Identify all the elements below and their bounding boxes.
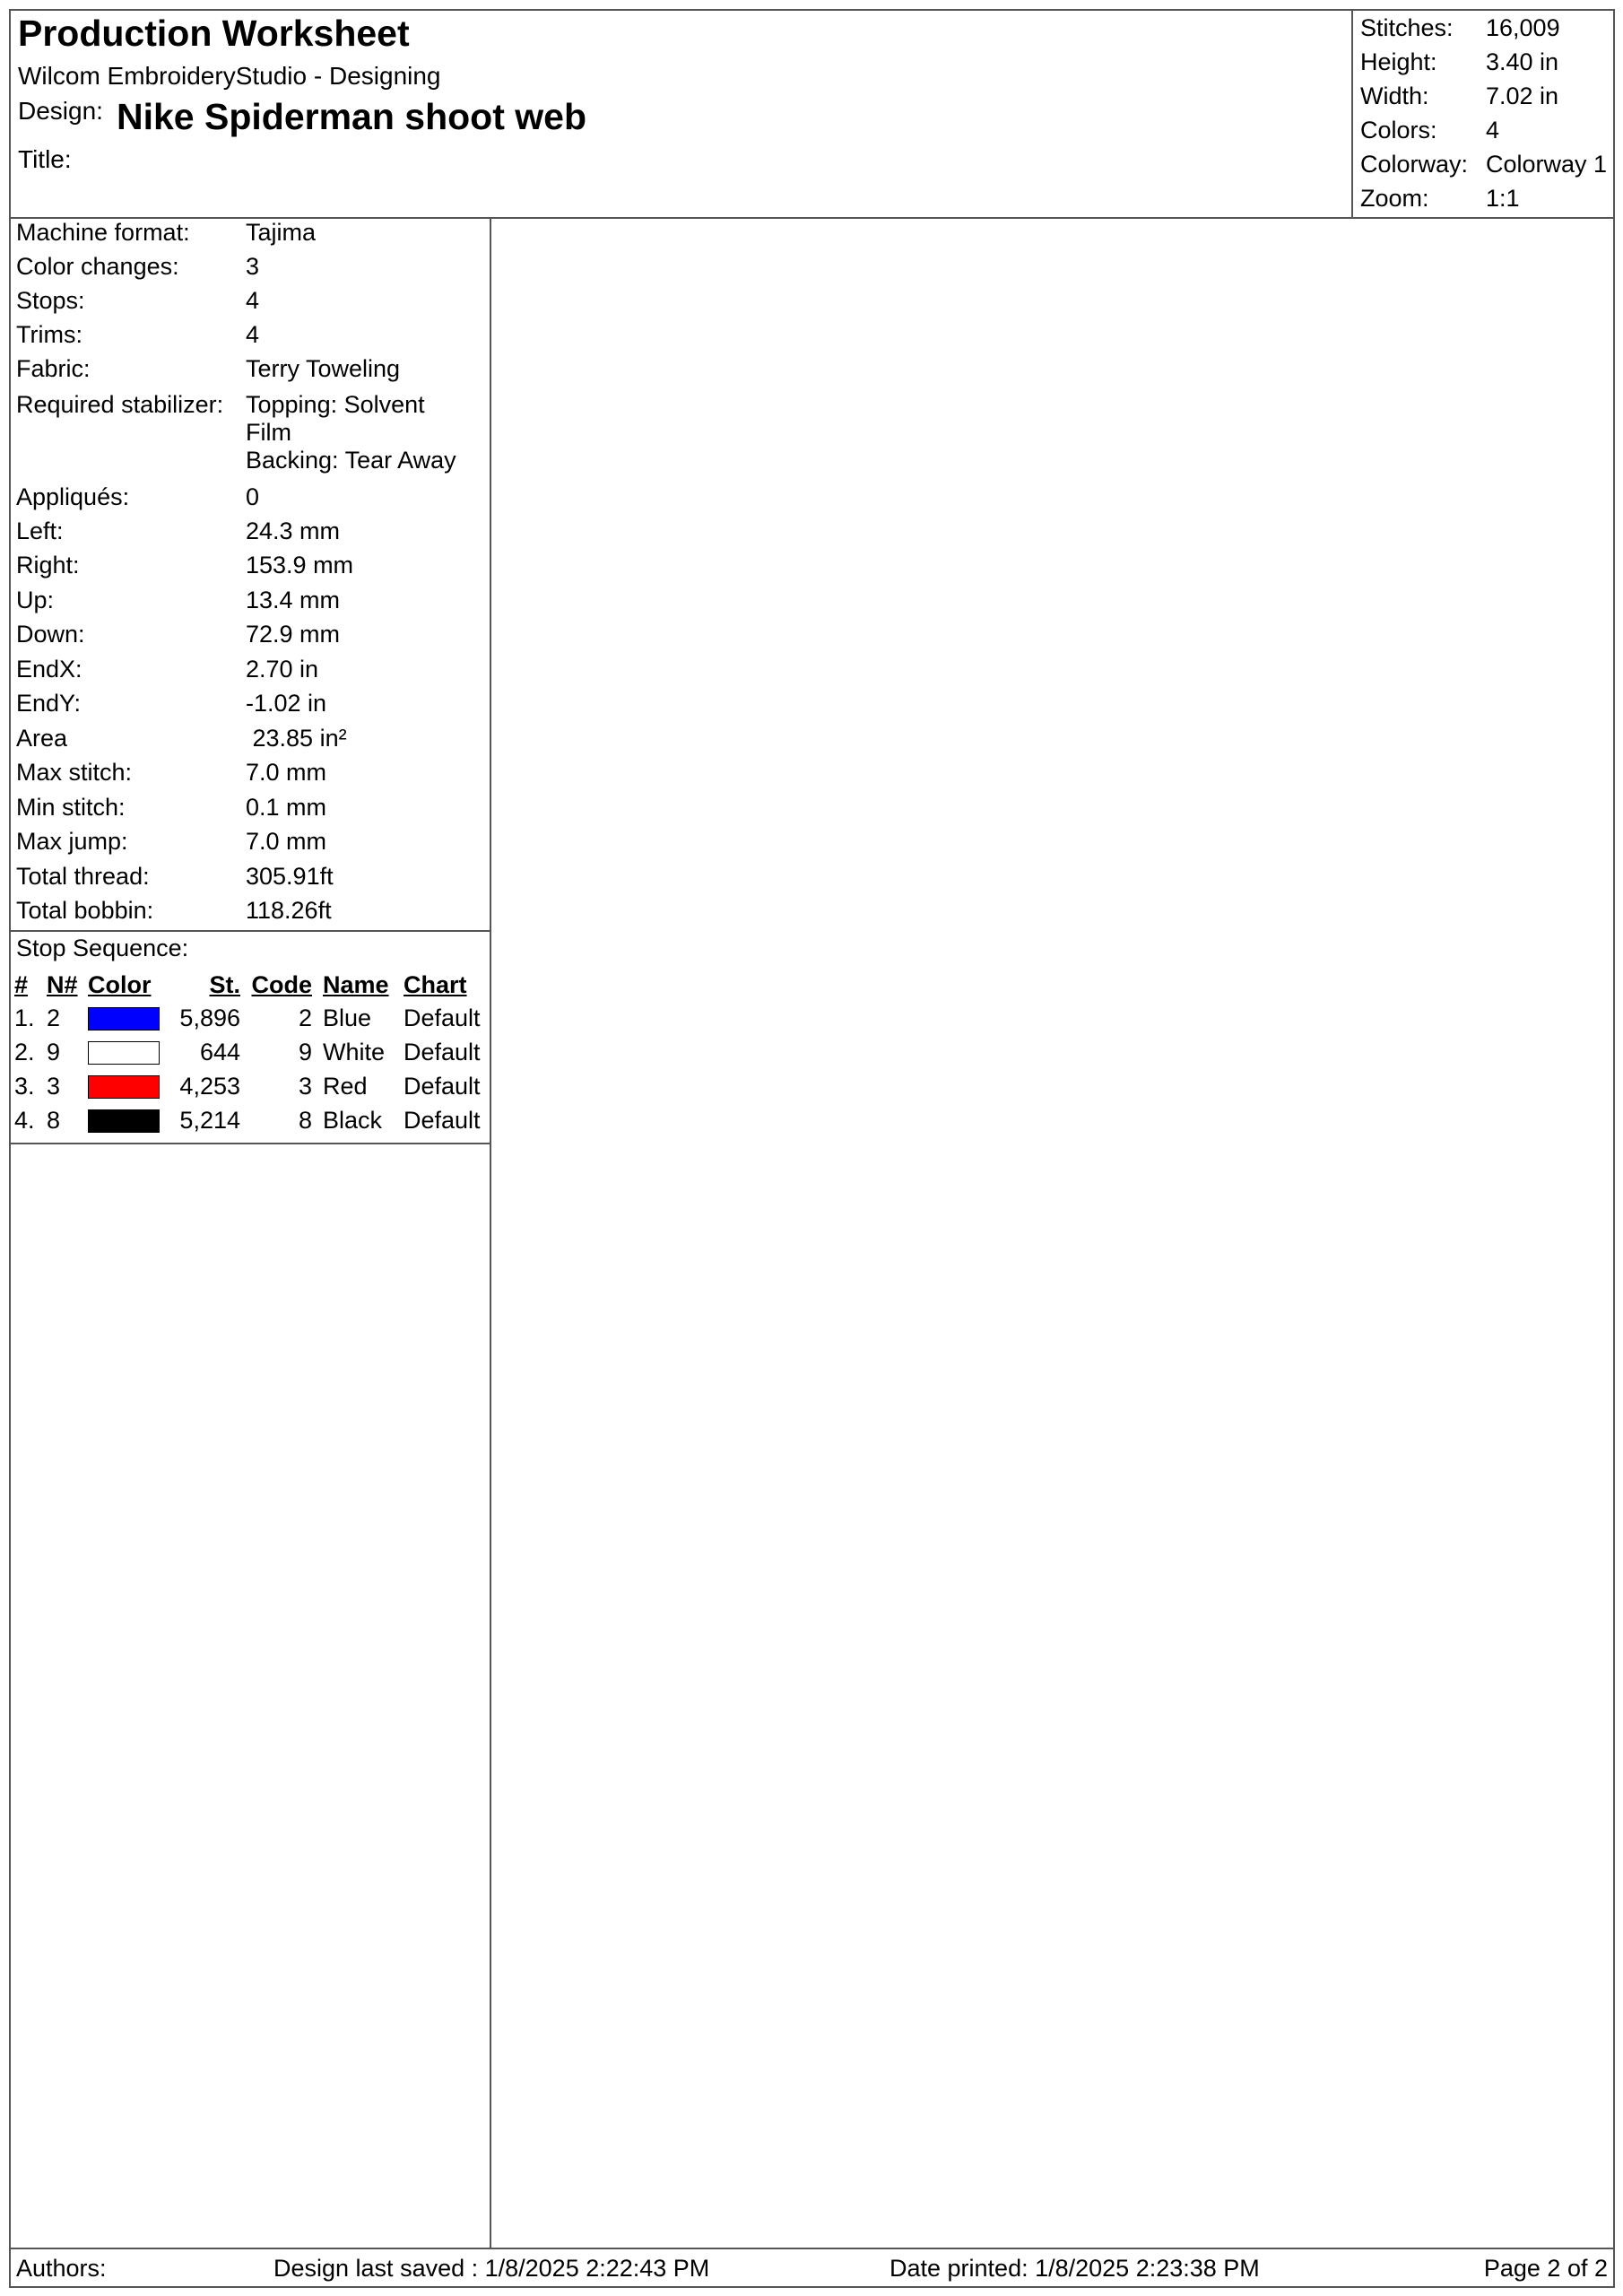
col-header-num: # [14,970,29,998]
prop-label: Min stitch: [16,794,126,821]
color-swatch [88,1109,160,1133]
stitch-count: 644 [199,1038,240,1065]
color-swatch [88,1041,160,1065]
needle-number: 8 [47,1106,61,1134]
col-header-code: Code [251,970,312,998]
stitch-count: 5,896 [179,1004,240,1031]
prop-label: Right: [16,552,80,578]
color-name: White [323,1038,386,1065]
prop-value: 7.0 mm [246,828,327,855]
row-number: 4. [14,1106,35,1134]
col-header-stitches: St. [209,970,240,998]
row-number: 1. [14,1004,35,1031]
row-number: 3. [14,1072,35,1100]
color-swatch-cell [88,1069,170,1103]
worksheet-header [11,11,1613,219]
stat-value: 7.02 in [1486,83,1559,109]
prop-value: Film [246,419,291,446]
needle-number: 9 [47,1038,61,1065]
stat-value: 3.40 in [1486,48,1559,75]
stop-sequence-table [14,969,484,1137]
col-header-chart: Chart [404,970,467,998]
color-swatch-cell [88,1035,170,1069]
design-label: Design: [18,97,103,125]
worksheet-page [9,9,1615,2288]
table-row [14,1001,484,1035]
color-chart: Default [404,1072,481,1100]
prop-label: Max jump: [16,828,128,855]
stop-sequence-label: Stop Sequence: [16,935,189,961]
color-chart: Default [404,1106,481,1134]
prop-value: 305.91ft [246,863,334,890]
row-number: 2. [14,1038,35,1065]
prop-value: 4 [246,287,260,314]
col-header-name: Name [323,970,389,998]
prop-value: Terry Toweling [246,355,401,382]
prop-value: 0 [246,483,260,510]
prop-value: 13.4 mm [246,587,341,613]
design-last-saved: Design last saved : 1/8/2025 2:22:43 PM [273,2255,710,2282]
prop-value: -1.02 in [246,690,327,717]
stat-label: Stitches: [1360,14,1454,41]
color-code: 9 [298,1038,312,1065]
date-printed: Date printed: 1/8/2025 2:23:38 PM [890,2255,1260,2282]
prop-value: 0.1 mm [246,794,327,821]
prop-value: Tajima [246,219,317,246]
table-row [14,1103,484,1137]
needle-number: 2 [47,1004,61,1031]
color-code: 3 [298,1072,312,1100]
color-name: Black [323,1106,383,1134]
prop-label: Up: [16,587,55,613]
stat-label: Width: [1360,83,1429,109]
properties-column [11,217,491,2248]
prop-label: Machine format: [16,219,190,246]
prop-label: EndX: [16,656,82,683]
title-label: Title: [18,145,72,173]
prop-label: Stops: [16,287,85,314]
stitch-count: 5,214 [179,1106,240,1134]
stat-label: Colorway: [1360,151,1469,178]
prop-label: Trims: [16,321,82,348]
page-number: Page 2 of 2 [1483,2255,1608,2282]
prop-value: 23.85 in² [246,725,347,752]
prop-value: Topping: Solvent [246,391,425,418]
prop-label: Max stitch: [16,759,133,786]
prop-value: 118.26ft [246,897,332,924]
prop-value: 24.3 mm [246,517,341,544]
color-swatch-cell [88,1001,170,1035]
page-title: Production Worksheet [18,13,410,54]
col-header-color: Color [88,970,152,998]
section-divider [11,930,490,932]
prop-label: Fabric: [16,355,91,382]
color-swatch [88,1007,160,1031]
color-code: 2 [298,1004,312,1031]
prop-label: Down: [16,621,85,648]
stat-value: 16,009 [1486,14,1560,41]
prop-value: 3 [246,253,260,280]
color-swatch [88,1075,160,1099]
prop-label: Appliqués: [16,483,130,510]
prop-label: Required stabilizer: [16,391,224,418]
prop-value: 7.0 mm [246,759,327,786]
prop-label: Area [16,725,68,752]
prop-value: 153.9 mm [246,552,354,578]
color-code: 8 [298,1106,312,1134]
color-name: Blue [323,1004,372,1031]
stat-label: Zoom: [1360,185,1429,212]
col-header-needle: N# [47,970,78,998]
design-name: Nike Spiderman shoot web [117,96,586,137]
prop-label: EndY: [16,690,82,717]
stat-label: Colors: [1360,117,1437,144]
software-name: Wilcom EmbroideryStudio - Designing [18,62,441,90]
color-swatch-cell [88,1103,170,1137]
prop-value: 4 [246,321,260,348]
stat-label: Height: [1360,48,1437,75]
stat-value: Colorway 1 [1486,151,1608,178]
color-name: Red [323,1072,368,1100]
prop-value: Backing: Tear Away [246,447,456,474]
color-chart: Default [404,1038,481,1065]
table-header-row [14,969,484,1001]
prop-value: 72.9 mm [246,621,341,648]
prop-value: 2.70 in [246,656,319,683]
prop-label: Color changes: [16,253,179,280]
table-row [14,1069,484,1103]
section-divider [11,1143,490,1144]
color-chart: Default [404,1004,481,1031]
stat-value: 4 [1486,117,1500,144]
table-row [14,1035,484,1069]
design-stats-panel [1351,11,1613,217]
authors-label: Authors: [16,2255,107,2282]
stat-value: 1:1 [1486,185,1520,212]
prop-label: Total bobbin: [16,897,154,924]
prop-label: Left: [16,517,64,544]
worksheet-footer [11,2248,1613,2288]
stitch-count: 4,253 [179,1072,240,1100]
prop-label: Total thread: [16,863,150,890]
needle-number: 3 [47,1072,61,1100]
